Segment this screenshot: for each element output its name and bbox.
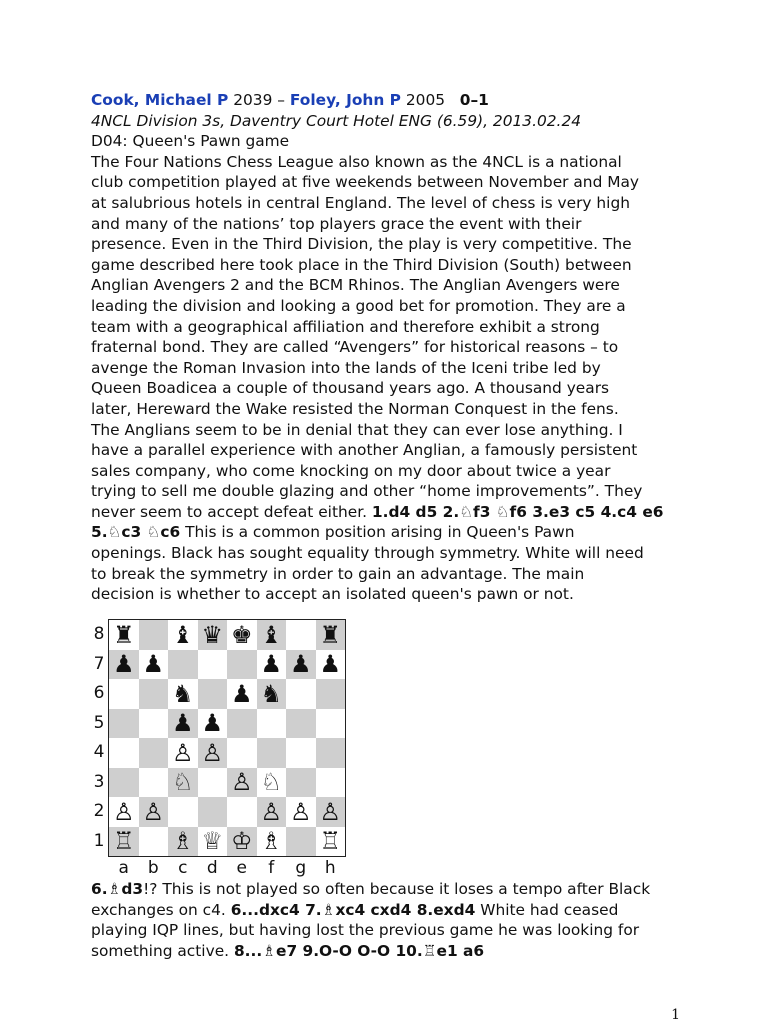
square-h7	[316, 650, 346, 680]
commentary-text: never seem to accept defeat either.	[91, 502, 372, 521]
commentary-line	[91, 941, 691, 962]
square-g1	[286, 827, 316, 857]
chess-piece: ♝	[171, 620, 194, 649]
commentary-line: to break the symmetry in order to gain an advantage. The main	[91, 564, 585, 583]
chess-piece: ♟	[171, 709, 194, 738]
square-b6	[139, 679, 169, 709]
rank-label: 5	[93, 712, 105, 733]
chess-piece: ♙	[230, 768, 253, 797]
chess-diagram	[91, 619, 353, 881]
square-d8	[198, 620, 228, 650]
chess-piece: ♚	[230, 620, 253, 649]
commentary-text: White had ceased	[475, 900, 619, 919]
commentary-line: later, Hereward the Wake resisted the Norman Conquest in the fens.	[91, 399, 619, 418]
square-h3	[316, 768, 346, 798]
square-h4	[316, 738, 346, 768]
square-e4	[227, 738, 257, 768]
game-moves: 6...dxc4 7.♗xc4 cxd4 8.exd4	[230, 900, 476, 919]
commentary-line: The Anglians seem to be in denial that they can ever lose anything. I	[91, 420, 623, 439]
square-a8	[109, 620, 139, 650]
commentary-line	[91, 900, 691, 921]
chess-piece: ♖	[319, 827, 341, 856]
commentary-text: exchanges on c4.	[91, 900, 231, 919]
commentary-line: Anglian Avengers 2 and the BCM Rhinos. The Anglian Avengers were	[91, 276, 620, 295]
square-c8	[168, 620, 198, 650]
commentary-line: openings. Black has sought equality through symmetry. White will need	[91, 544, 644, 563]
square-e1	[227, 827, 257, 857]
chess-piece: ♙	[171, 738, 194, 767]
square-f8	[257, 620, 287, 650]
square-b2	[139, 797, 169, 827]
square-g7	[286, 650, 316, 680]
square-b3	[139, 768, 169, 798]
chess-piece: ♟	[230, 679, 253, 708]
chess-piece: ♙	[260, 797, 282, 826]
file-label: g	[295, 858, 307, 878]
square-a7	[109, 650, 139, 680]
square-b4	[139, 738, 169, 768]
square-h5	[316, 709, 346, 739]
file-labels	[109, 856, 345, 880]
game-result: 0–1	[459, 91, 489, 109]
game-moves: 8...♗e7 9.O-O O-O 10.♖e1 a6	[233, 941, 485, 960]
square-f1	[257, 827, 287, 857]
rank-label: 2	[93, 801, 105, 821]
chess-piece: ♙	[142, 797, 164, 826]
square-c6	[168, 679, 198, 709]
square-e6	[227, 679, 257, 709]
commentary-line: The Four Nations Chess League also known as the 4NCL is a national	[91, 152, 622, 171]
file-label: a	[118, 858, 129, 878]
square-d1	[198, 827, 228, 857]
chess-piece: ♜	[319, 620, 341, 649]
square-d6	[198, 679, 228, 709]
square-a5	[109, 709, 139, 739]
commentary	[91, 543, 691, 605]
square-h6	[316, 679, 346, 709]
commentary-line: sales company, who come knocking on my door about twice a year	[91, 461, 611, 480]
square-g6	[286, 679, 316, 709]
square-c7	[168, 650, 198, 680]
square-e5	[227, 709, 257, 739]
square-a2	[109, 797, 139, 827]
commentary-line: leading the division and looking a good bet for promotion. They are a	[91, 296, 626, 315]
square-h1	[316, 827, 346, 857]
commentary-line: team with a geographical affiliation and therefore exhibit a strong	[91, 317, 600, 336]
chess-piece: ♞	[171, 679, 194, 708]
chess-piece: ♕	[201, 827, 223, 856]
dash: –	[277, 91, 285, 109]
square-b1	[139, 827, 169, 857]
chess-piece: ♖	[112, 827, 135, 856]
square-g3	[286, 768, 316, 798]
commentary-line: fraternal bond. They are called “Avengers” for historical reasons – to	[91, 338, 619, 357]
white-rating: 2039	[233, 91, 273, 109]
square-f5	[257, 709, 287, 739]
page-number: 1	[671, 1007, 680, 1023]
chess-piece: ♙	[289, 797, 312, 826]
square-f3	[257, 768, 287, 798]
commentary-line: decision is whether to accept an isolated queen's pawn or not.	[91, 585, 574, 604]
square-a6	[109, 679, 139, 709]
white-player-name: Cook, Michael P	[91, 91, 229, 109]
game-moves: 1.d4 d5 2.♘f3 ♘f6 3.e3 c5 4.c4 e6	[371, 502, 664, 521]
rank-label: 1	[93, 830, 105, 851]
square-d3	[198, 768, 228, 798]
chess-piece: ♜	[112, 620, 135, 649]
file-label: f	[268, 858, 275, 878]
commentary-line: and many of the nations’ top players grace the event with their	[91, 214, 582, 233]
black-rating: 2005	[405, 91, 446, 109]
chess-board	[108, 619, 346, 857]
square-h8	[316, 620, 346, 650]
square-a1	[109, 827, 139, 857]
square-f4	[257, 738, 287, 768]
event-info: 4NCL Division 3s, Daventry Court Hotel ENG (6.59), 2013.02.24	[91, 111, 582, 130]
file-label: e	[236, 858, 247, 878]
game-moves: 6.♗d3	[91, 880, 144, 898]
chess-piece: ♟	[201, 709, 223, 738]
commentary-text: This is a common position arising in Queen's Pawn	[180, 523, 575, 542]
square-d5	[198, 709, 228, 739]
square-h2	[316, 797, 346, 827]
file-label: b	[147, 858, 159, 878]
square-e3	[227, 768, 257, 798]
commentary-line	[91, 522, 691, 543]
square-g2	[286, 797, 316, 827]
chess-piece: ♔	[230, 827, 253, 856]
commentary-text: something active.	[91, 941, 234, 960]
square-c3	[168, 768, 198, 798]
rank-label: 4	[93, 742, 105, 762]
commentary-line: presence. Even in the Third Division, the play is very competitive. The	[91, 235, 632, 254]
square-e7	[227, 650, 257, 680]
opening-name: D04: Queen's Pawn game	[91, 132, 290, 151]
square-d4	[198, 738, 228, 768]
commentary-line: club competition played at five weekends between November and May	[91, 173, 640, 192]
square-a4	[109, 738, 139, 768]
chess-piece: ♟	[112, 650, 135, 679]
square-f6	[257, 679, 287, 709]
commentary	[91, 152, 691, 502]
square-b8	[139, 620, 169, 650]
square-c1	[168, 827, 198, 857]
chess-piece: ♟	[142, 650, 164, 679]
chess-piece: ♙	[319, 797, 341, 826]
commentary-line: Queen Boadicea a couple of thousand years ago. A thousand years	[91, 379, 610, 398]
square-b7	[139, 650, 169, 680]
rank-label: 7	[93, 653, 105, 674]
square-c5	[168, 709, 198, 739]
commentary-line: avenge the Roman Invasion into the lands of the Iceni tribe led by	[91, 358, 601, 377]
chess-piece: ♟	[260, 650, 282, 679]
rank-label: 3	[93, 771, 105, 792]
commentary-line: at salubrious hotels in central England. The level of chess is very high	[91, 193, 630, 212]
commentary-text: !? This is not played so often because it loses a tempo after Black	[143, 880, 651, 898]
square-e2	[227, 797, 257, 827]
square-g5	[286, 709, 316, 739]
rank-label: 8	[93, 624, 105, 644]
square-c2	[168, 797, 198, 827]
black-player-name: Foley, John P	[289, 91, 401, 109]
square-f2	[257, 797, 287, 827]
chess-piece: ♞	[260, 679, 282, 708]
commentary-line	[91, 879, 691, 900]
article	[91, 90, 691, 605]
chess-piece: ♙	[112, 797, 135, 826]
game-moves: 5.♘c3 ♘c6	[91, 523, 181, 542]
annotation-after-diagram	[91, 879, 691, 961]
square-c4	[168, 738, 198, 768]
commentary-line	[91, 502, 691, 523]
commentary-line: playing IQP lines, but having lost the previous game he was looking for	[91, 921, 640, 940]
rank-label: 6	[93, 683, 105, 703]
file-label: h	[324, 858, 336, 878]
square-g4	[286, 738, 316, 768]
chess-piece: ♟	[319, 650, 341, 679]
square-f7	[257, 650, 287, 680]
commentary-line: trying to sell me double glazing and other “home improvements”. They	[91, 482, 643, 501]
chess-piece: ♘	[260, 768, 282, 797]
commentary-line: have a parallel experience with another Anglian, a famously persistent	[91, 441, 638, 460]
chess-piece: ♗	[260, 827, 282, 856]
chess-piece: ♙	[201, 738, 223, 767]
file-label: c	[178, 858, 188, 878]
square-e8	[227, 620, 257, 650]
chess-piece: ♗	[171, 827, 194, 856]
chess-piece: ♛	[201, 620, 223, 649]
chess-piece: ♟	[289, 650, 312, 679]
square-d2	[198, 797, 228, 827]
game-header	[91, 90, 691, 111]
commentary-line: game described here took place in the Third Division (South) between	[91, 255, 632, 274]
chess-piece: ♘	[171, 768, 194, 797]
chess-piece: ♝	[260, 620, 282, 649]
square-g8	[286, 620, 316, 650]
square-d7	[198, 650, 228, 680]
file-label: d	[206, 858, 218, 878]
square-a3	[109, 768, 139, 798]
square-b5	[139, 709, 169, 739]
